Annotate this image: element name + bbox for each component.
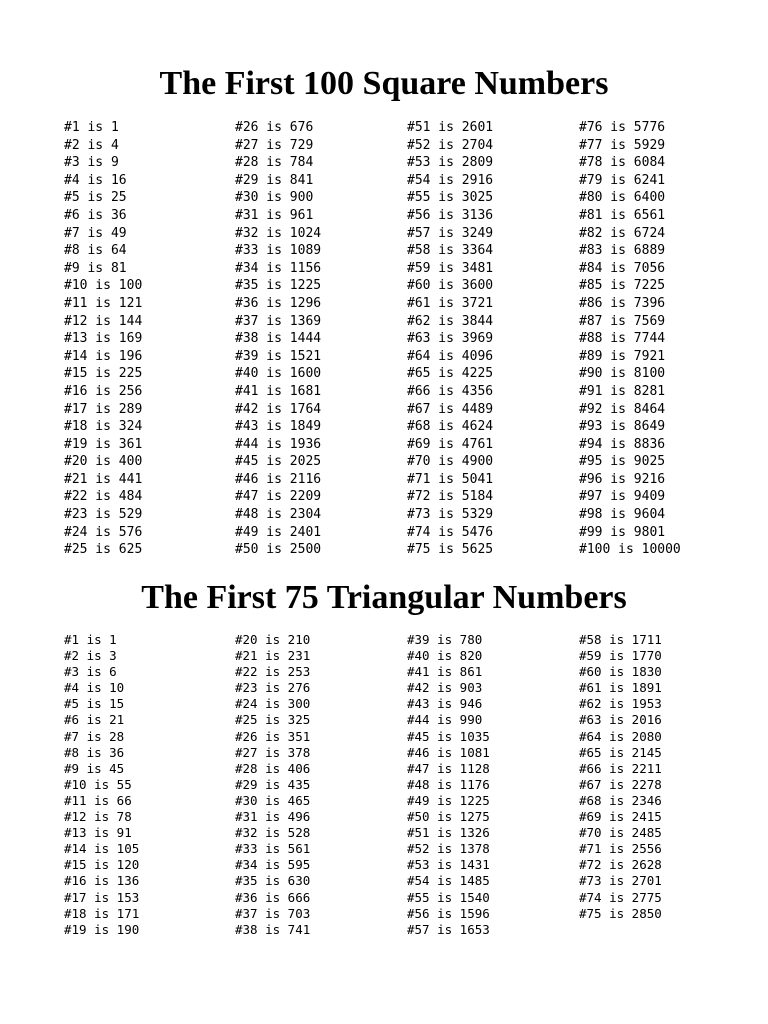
number-entry: #68 is 2346 bbox=[579, 792, 662, 808]
number-entry: #3 is 9 bbox=[64, 155, 119, 171]
number-entry: #93 is 8649 bbox=[579, 419, 666, 435]
number-entry: #44 is 990 bbox=[407, 712, 483, 728]
number-entry: #36 is 666 bbox=[235, 889, 311, 905]
number-entry: #63 is 3969 bbox=[407, 331, 494, 347]
number-entry: #67 is 2278 bbox=[579, 776, 662, 792]
number-entry: #25 is 325 bbox=[235, 712, 311, 728]
number-entry: #34 is 595 bbox=[235, 857, 311, 873]
number-entry: #66 is 4356 bbox=[407, 383, 494, 399]
number-entry: #10 is 100 bbox=[64, 278, 143, 294]
number-entry: #79 is 6241 bbox=[579, 172, 666, 188]
number-entry: #73 is 2701 bbox=[579, 873, 662, 889]
number-entry: #39 is 780 bbox=[407, 632, 483, 647]
number-entry: #44 is 1936 bbox=[235, 436, 322, 452]
number-entry: #75 is 2850 bbox=[579, 905, 662, 921]
number-entry: #5 is 15 bbox=[64, 696, 125, 712]
number-entry: #85 is 7225 bbox=[579, 278, 666, 294]
number-entry: #31 is 961 bbox=[235, 207, 314, 223]
number-entry: #62 is 1953 bbox=[579, 696, 662, 712]
number-entry: #53 is 2809 bbox=[407, 155, 494, 171]
number-entry: #46 is 2116 bbox=[235, 471, 322, 487]
number-entry: #25 is 625 bbox=[64, 542, 143, 558]
square-numbers-column-1 bbox=[64, 119, 142, 559]
number-entry: #62 is 3844 bbox=[407, 313, 494, 329]
number-entry: #90 is 8100 bbox=[579, 366, 666, 382]
number-entry: #74 is 5476 bbox=[407, 524, 494, 540]
number-entry: #72 is 2628 bbox=[579, 857, 662, 873]
number-entry: #50 is 1275 bbox=[407, 809, 490, 825]
number-entry: #88 is 7744 bbox=[579, 331, 666, 347]
number-entry: #98 is 9604 bbox=[579, 507, 666, 523]
number-entry: #27 is 729 bbox=[235, 137, 314, 153]
number-entry: #95 is 9025 bbox=[579, 454, 666, 470]
number-entry: #92 is 8464 bbox=[579, 401, 666, 417]
number-entry: #7 is 28 bbox=[64, 728, 125, 744]
number-entry: #97 is 9409 bbox=[579, 489, 666, 505]
number-entry: #37 is 1369 bbox=[235, 313, 322, 329]
number-entry: #20 is 210 bbox=[235, 632, 311, 647]
number-entry: #52 is 1378 bbox=[407, 841, 490, 857]
number-entry: #32 is 1024 bbox=[235, 225, 322, 241]
number-entry: #8 is 64 bbox=[64, 243, 127, 259]
number-entry: #74 is 2775 bbox=[579, 889, 662, 905]
number-entry: #67 is 4489 bbox=[407, 401, 494, 417]
triangular-numbers-column-3 bbox=[407, 632, 490, 938]
number-entry: #72 is 5184 bbox=[407, 489, 494, 505]
square-numbers-title: The First 100 Square Numbers bbox=[159, 65, 609, 102]
number-entry: #38 is 741 bbox=[235, 921, 311, 937]
number-entry: #60 is 1830 bbox=[579, 664, 662, 680]
number-entry: #84 is 7056 bbox=[579, 260, 666, 276]
number-entry: #70 is 4900 bbox=[407, 454, 494, 470]
number-entry: #63 is 2016 bbox=[579, 712, 662, 728]
number-entry: #49 is 2401 bbox=[235, 524, 322, 540]
number-entry: #43 is 1849 bbox=[235, 419, 322, 435]
number-entry: #82 is 6724 bbox=[579, 225, 666, 241]
number-entry: #30 is 900 bbox=[235, 190, 314, 206]
number-entry: #18 is 171 bbox=[64, 905, 140, 921]
number-entry: #17 is 289 bbox=[64, 401, 143, 417]
number-entry: #28 is 406 bbox=[235, 760, 311, 776]
number-entry: #57 is 3249 bbox=[407, 225, 494, 241]
number-entry: #24 is 576 bbox=[64, 524, 143, 540]
number-entry: #54 is 1485 bbox=[407, 873, 490, 889]
number-entry: #21 is 441 bbox=[64, 471, 143, 487]
number-entry: #16 is 136 bbox=[64, 873, 140, 889]
number-entry: #47 is 2209 bbox=[235, 489, 322, 505]
number-entry: #66 is 2211 bbox=[579, 760, 662, 776]
number-entry: #5 is 25 bbox=[64, 190, 127, 206]
number-entry: #29 is 435 bbox=[235, 776, 311, 792]
number-entry: #81 is 6561 bbox=[579, 207, 666, 223]
square-numbers-column-2 bbox=[235, 119, 321, 559]
number-entry: #23 is 529 bbox=[64, 507, 143, 523]
number-entry: #38 is 1444 bbox=[235, 331, 322, 347]
number-entry: #4 is 10 bbox=[64, 680, 125, 696]
number-entry: #91 is 8281 bbox=[579, 383, 666, 399]
number-entry: #14 is 105 bbox=[64, 841, 140, 857]
number-entry: #9 is 81 bbox=[64, 260, 127, 276]
number-entry: #16 is 256 bbox=[64, 383, 143, 399]
number-entry: #35 is 630 bbox=[235, 873, 311, 889]
number-entry: #40 is 820 bbox=[407, 648, 483, 664]
number-entry: #100 is 10000 bbox=[579, 542, 681, 558]
triangular-numbers-column-4 bbox=[579, 632, 662, 922]
number-entry: #73 is 5329 bbox=[407, 507, 494, 523]
number-entry: #7 is 49 bbox=[64, 225, 127, 241]
number-entry: #83 is 6889 bbox=[579, 243, 666, 259]
number-entry: #26 is 351 bbox=[235, 728, 311, 744]
number-entry: #89 is 7921 bbox=[579, 348, 666, 364]
number-entry: #56 is 1596 bbox=[407, 905, 490, 921]
number-entry: #20 is 400 bbox=[64, 454, 143, 470]
number-entry: #6 is 36 bbox=[64, 207, 127, 223]
number-entry: #1 is 1 bbox=[64, 632, 117, 647]
number-entry: #87 is 7569 bbox=[579, 313, 666, 329]
number-entry: #47 is 1128 bbox=[407, 760, 490, 776]
triangular-numbers-title: The First 75 Triangular Numbers bbox=[141, 579, 627, 616]
number-entry: #3 is 6 bbox=[64, 664, 117, 680]
number-entry: #78 is 6084 bbox=[579, 155, 666, 171]
number-entry: #33 is 1089 bbox=[235, 243, 322, 259]
number-entry: #23 is 276 bbox=[235, 680, 311, 696]
number-entry: #55 is 1540 bbox=[407, 889, 490, 905]
number-entry: #45 is 1035 bbox=[407, 728, 490, 744]
number-entry: #22 is 484 bbox=[64, 489, 143, 505]
number-entry: #29 is 841 bbox=[235, 172, 314, 188]
number-entry: #26 is 676 bbox=[235, 120, 314, 135]
number-entry: #15 is 120 bbox=[64, 857, 140, 873]
number-entry: #71 is 2556 bbox=[579, 841, 662, 857]
number-entry: #22 is 253 bbox=[235, 664, 311, 680]
number-entry: #53 is 1431 bbox=[407, 857, 490, 873]
number-entry: #11 is 121 bbox=[64, 295, 143, 311]
number-entry: #39 is 1521 bbox=[235, 348, 322, 364]
number-entry: #58 is 3364 bbox=[407, 243, 494, 259]
number-entry: #21 is 231 bbox=[235, 648, 311, 664]
number-entry: #58 is 1711 bbox=[579, 632, 662, 647]
number-entry: #68 is 4624 bbox=[407, 419, 494, 435]
number-entry: #61 is 1891 bbox=[579, 680, 662, 696]
number-entry: #57 is 1653 bbox=[407, 921, 490, 937]
number-entry: #42 is 903 bbox=[407, 680, 483, 696]
number-entry: #69 is 2415 bbox=[579, 809, 662, 825]
number-entry: #9 is 45 bbox=[64, 760, 125, 776]
number-entry: #14 is 196 bbox=[64, 348, 143, 364]
number-entry: #13 is 91 bbox=[64, 825, 132, 841]
number-entry: #77 is 5929 bbox=[579, 137, 666, 153]
number-entry: #59 is 1770 bbox=[579, 648, 662, 664]
number-entry: #43 is 946 bbox=[407, 696, 483, 712]
number-entry: #86 is 7396 bbox=[579, 295, 666, 311]
number-entry: #48 is 2304 bbox=[235, 507, 322, 523]
number-entry: #15 is 225 bbox=[64, 366, 143, 382]
number-entry: #69 is 4761 bbox=[407, 436, 494, 452]
number-entry: #8 is 36 bbox=[64, 744, 125, 760]
number-entry: #99 is 9801 bbox=[579, 524, 666, 540]
number-entry: #94 is 8836 bbox=[579, 436, 666, 452]
number-entry: #2 is 4 bbox=[64, 137, 119, 153]
number-entry: #10 is 55 bbox=[64, 776, 132, 792]
number-entry: #2 is 3 bbox=[64, 648, 117, 664]
number-entry: #28 is 784 bbox=[235, 155, 314, 171]
number-entry: #71 is 5041 bbox=[407, 471, 494, 487]
number-entry: #51 is 2601 bbox=[407, 120, 494, 135]
number-entry: #36 is 1296 bbox=[235, 295, 322, 311]
number-entry: #31 is 496 bbox=[235, 809, 311, 825]
number-entry: #46 is 1081 bbox=[407, 744, 490, 760]
number-entry: #12 is 78 bbox=[64, 809, 132, 825]
number-entry: #24 is 300 bbox=[235, 696, 311, 712]
number-entry: #54 is 2916 bbox=[407, 172, 494, 188]
number-entry: #17 is 153 bbox=[64, 889, 140, 905]
number-entry: #64 is 2080 bbox=[579, 728, 662, 744]
square-numbers-column-4 bbox=[579, 119, 681, 559]
number-entry: #32 is 528 bbox=[235, 825, 311, 841]
triangular-numbers-column-2 bbox=[235, 632, 310, 938]
number-entry: #1 is 1 bbox=[64, 120, 119, 135]
number-entry: #80 is 6400 bbox=[579, 190, 666, 206]
number-entry: #34 is 1156 bbox=[235, 260, 322, 276]
number-entry: #37 is 703 bbox=[235, 905, 311, 921]
number-entry: #48 is 1176 bbox=[407, 776, 490, 792]
number-entry: #75 is 5625 bbox=[407, 542, 494, 558]
number-entry: #41 is 861 bbox=[407, 664, 483, 680]
number-entry: #19 is 190 bbox=[64, 921, 140, 937]
number-entry: #64 is 4096 bbox=[407, 348, 494, 364]
number-entry: #52 is 2704 bbox=[407, 137, 494, 153]
number-entry: #33 is 561 bbox=[235, 841, 311, 857]
number-entry: #30 is 465 bbox=[235, 792, 311, 808]
number-entry: #19 is 361 bbox=[64, 436, 143, 452]
triangular-numbers-column-1 bbox=[64, 632, 139, 938]
number-entry: #65 is 2145 bbox=[579, 744, 662, 760]
number-entry: #12 is 144 bbox=[64, 313, 143, 329]
number-entry: #27 is 378 bbox=[235, 744, 311, 760]
number-entry: #55 is 3025 bbox=[407, 190, 494, 206]
number-entry: #35 is 1225 bbox=[235, 278, 322, 294]
number-entry: #49 is 1225 bbox=[407, 792, 490, 808]
number-entry: #11 is 66 bbox=[64, 792, 132, 808]
number-entry: #42 is 1764 bbox=[235, 401, 322, 417]
number-entry: #51 is 1326 bbox=[407, 825, 490, 841]
number-entry: #96 is 9216 bbox=[579, 471, 666, 487]
number-entry: #76 is 5776 bbox=[579, 120, 666, 135]
number-entry: #4 is 16 bbox=[64, 172, 127, 188]
number-entry: #50 is 2500 bbox=[235, 542, 322, 558]
number-entry: #59 is 3481 bbox=[407, 260, 494, 276]
square-numbers-column-3 bbox=[407, 119, 493, 559]
number-entry: #70 is 2485 bbox=[579, 825, 662, 841]
number-entry: #18 is 324 bbox=[64, 419, 143, 435]
number-entry: #41 is 1681 bbox=[235, 383, 322, 399]
number-entry: #56 is 3136 bbox=[407, 207, 494, 223]
number-entry: #13 is 169 bbox=[64, 331, 143, 347]
number-entry: #40 is 1600 bbox=[235, 366, 322, 382]
number-entry: #45 is 2025 bbox=[235, 454, 322, 470]
number-entry: #6 is 21 bbox=[64, 712, 125, 728]
number-entry: #61 is 3721 bbox=[407, 295, 494, 311]
number-entry: #65 is 4225 bbox=[407, 366, 494, 382]
number-entry: #60 is 3600 bbox=[407, 278, 494, 294]
